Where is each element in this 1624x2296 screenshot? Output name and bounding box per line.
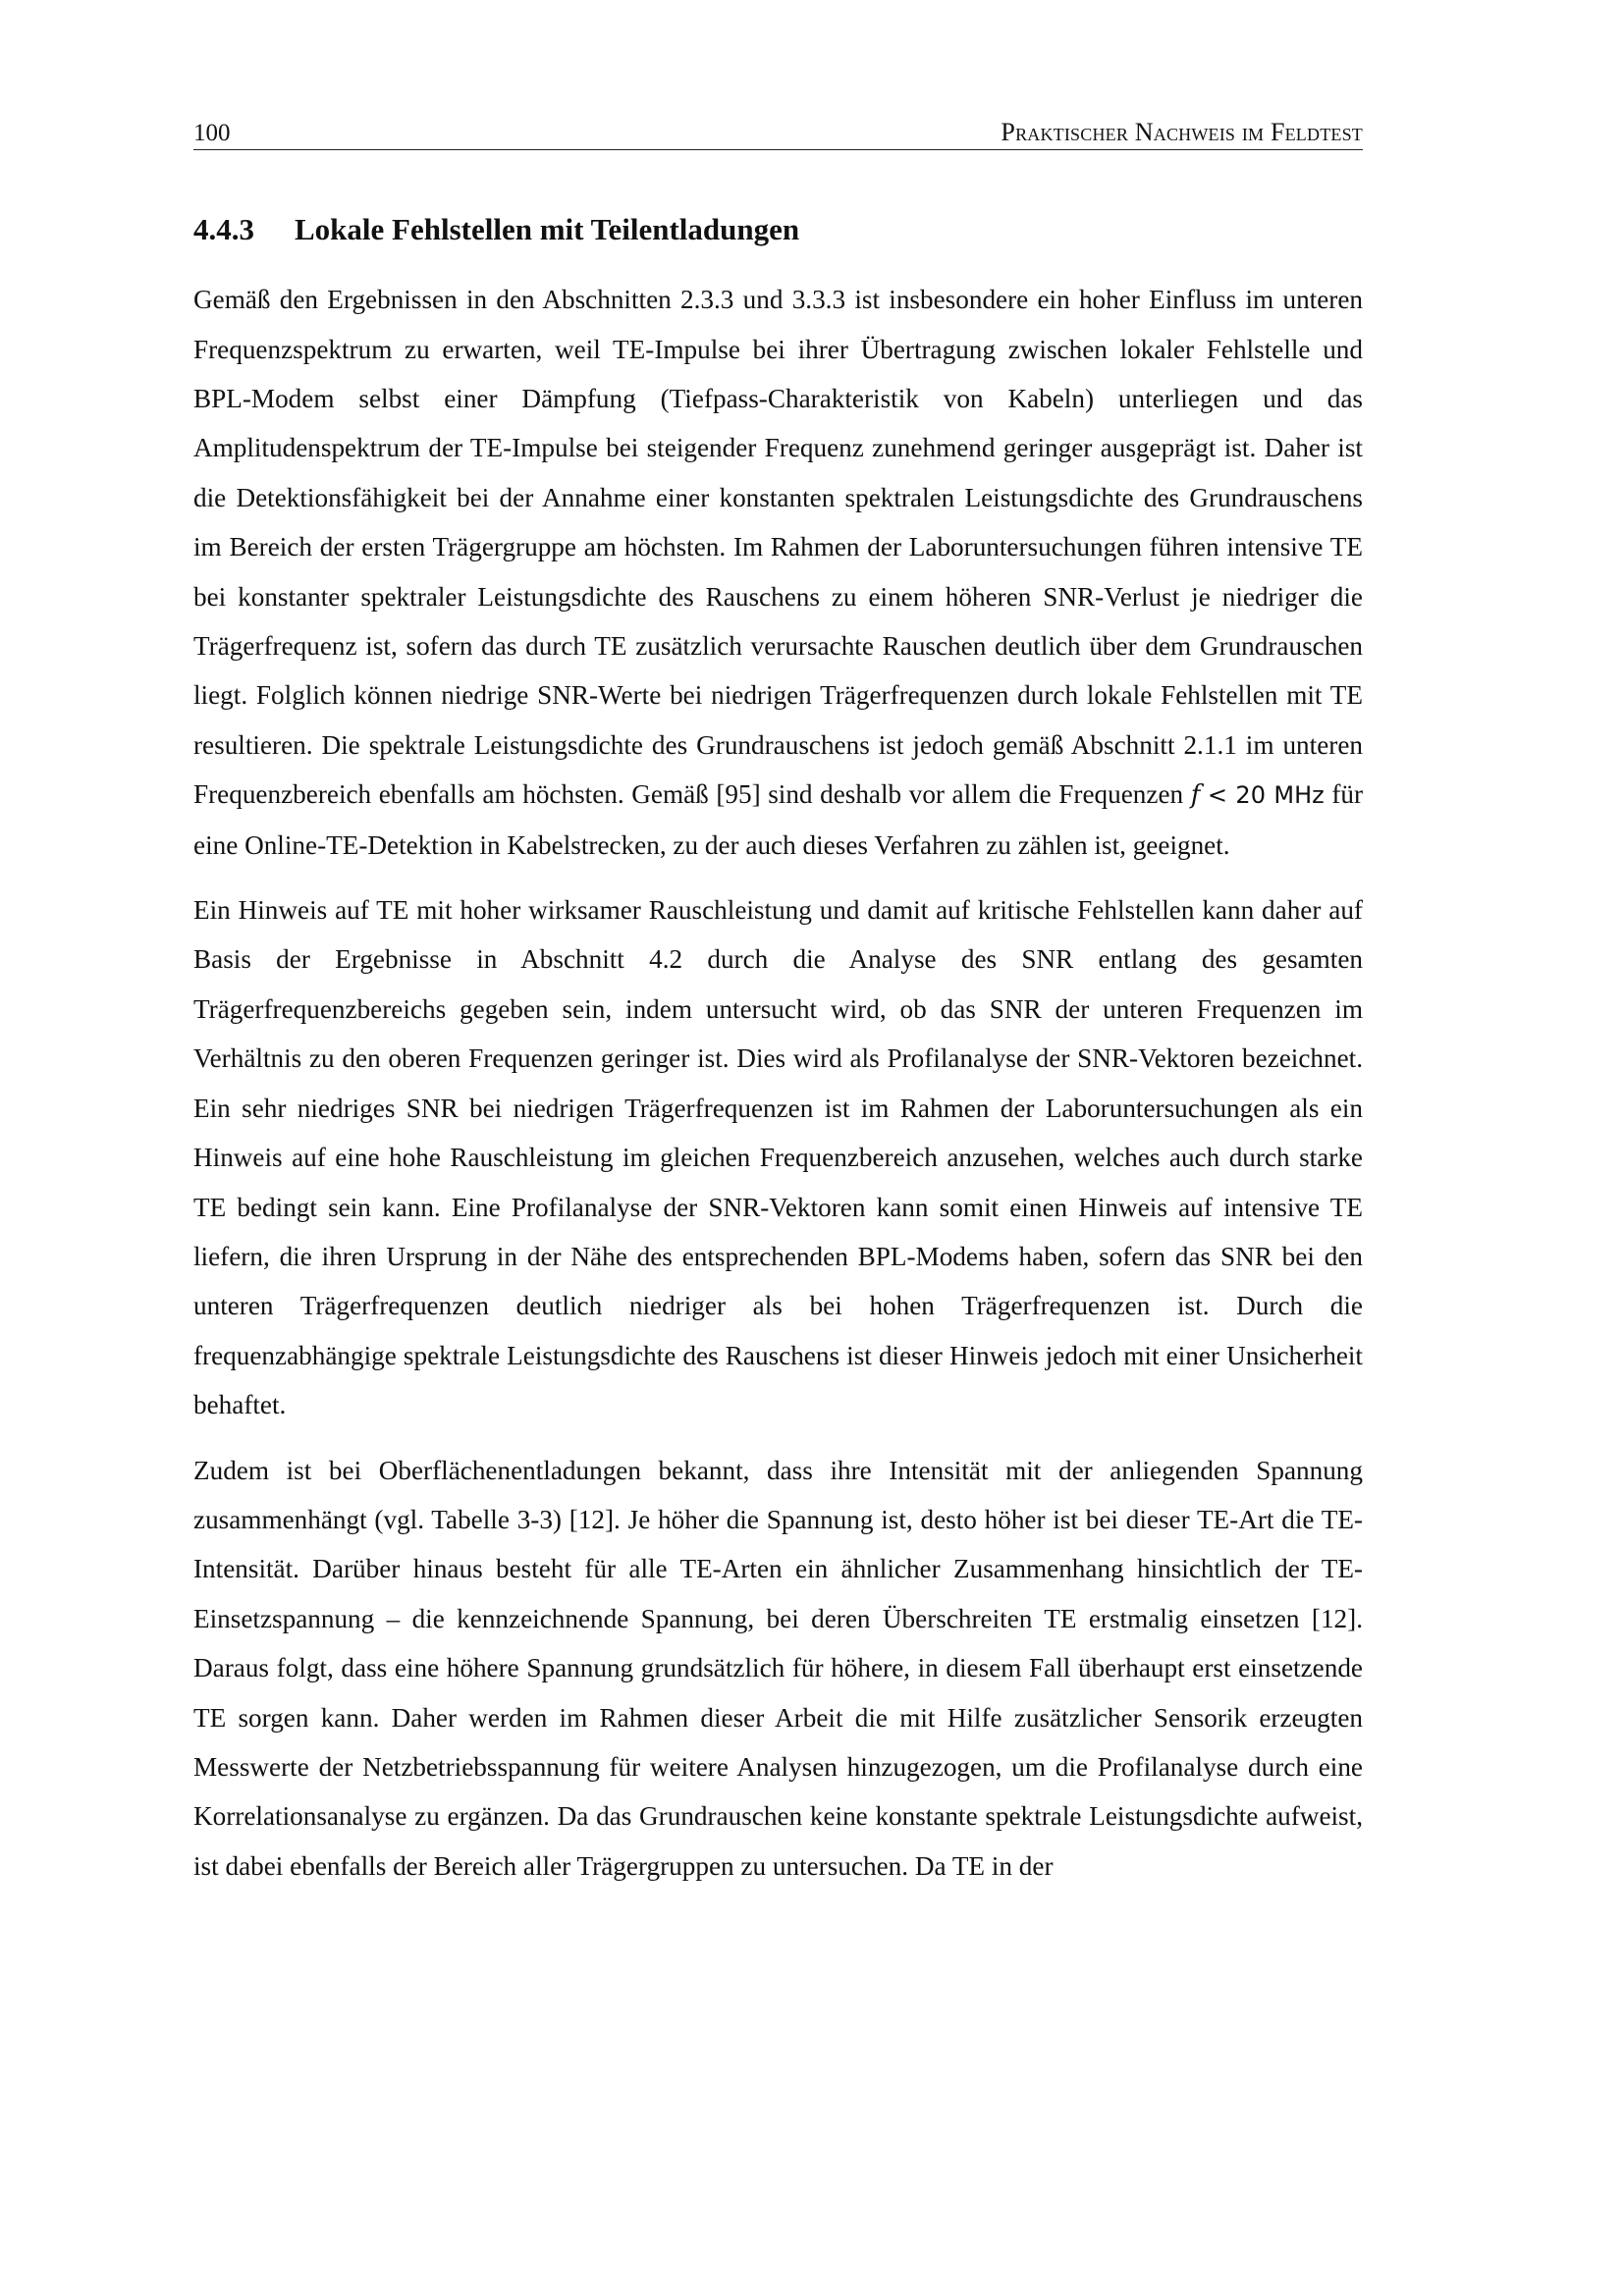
paragraph-1-text: Gemäß den Ergebnissen in den Abschnitten 2.3.3 und 3.3.3 ist insbesondere ein hoher Einfluss im unteren Frequenzspektrum zu erwarten, weil TE-Impulse bei ihrer Übertragung zwischen lokaler Fehlstelle und BPL-Modem selbst einer Dämpfung (Tiefpass-Charakteristik von Kabeln) unterliegen und das Amplitudenspektrum der TE-Impulse bei steigender Frequenz zunehmend geringer ausgeprägt ist. Daher ist die Detektionsfähigkeit bei der Annahme einer konstanten spektralen Leistungsdichte des Grundrauschens im Bereich der ersten Trägergruppe am höchsten. Im Rahmen der Laboruntersuchungen führen intensive TE bei konstanter spektraler Leistungsdichte des Rauschens zu einem höheren SNR-Verlust je niedriger die Trägerfrequenz ist, sofern das durch TE zusätzlich verursachte Rauschen deutlich über dem Grundrauschen liegt. Folglich können niedrige SNR-Werte bei niedrigen Trägerfrequenzen durch lokale Fehlstellen mit TE resultieren. Die spektrale Leistungsdichte des Grundrauschens ist jedoch gemäß Abschnitt 2.1.1 im unteren Frequenzbereich ebenfalls am höchsten. Gemäß [95] sind deshalb vor allem die Frequenzen <box>193 285 1363 810</box>
paragraph-1-text-end: für eine Online-TE-Detektion in Kabelstrecken, zu der auch dieses Verfahren zu zählen ist, geeignet. <box>193 779 1364 860</box>
paragraph-3: Zudem ist bei Oberflächenentladungen bekannt, dass ihre Intensität mit der anliegenden Spannung zusammenhängt (vgl. Tabelle 3-3) [12]. Je höher die Spannung ist, desto höher ist bei dieser TE-Art die TE-Intensität. Darüber hinaus besteht für alle TE-Arten ein ähnlicher Zusammenhang hinsichtlich der TE-Einsetzspannung – die kennzeichnende Spannung, bei deren Überschreiten TE erstmalig einsetzen [12]. Daraus folgt, dass eine höhere Spannung grundsätzlich für höhere, in diesem Fall überhaupt erst einsetzende TE sorgen kann. Daher werden im Rahmen dieser Arbeit die mit Hilfe zusätzlicher Sensorik erzeugten Messwerte der Netzbetriebsspannung für weitere Analysen hinzugezogen, um die Profilanalyse durch eine Korrelationsanalyse zu ergänzen. Da das Grundrauschen keine konstante spektrale Leistungsdichte aufweist, ist dabei ebenfalls der Bereich aller Trägergruppen zu untersuchen. Da TE in der <box>193 1455 1363 1881</box>
math-expression: < 20 MHz <box>1207 781 1325 810</box>
body-text <box>193 275 1363 1891</box>
paragraph-1 <box>193 275 1363 870</box>
paragraph-2: Ein Hinweis auf TE mit hoher wirksamer Rauschleistung und damit auf kritische Fehlstellen kann daher auf Basis der Ergebnisse in Abschnitt 4.2 durch die Analyse des SNR entlang des gesamten Trägerfrequenzbereichs gegeben sein, indem untersucht wird, ob das SNR der unteren Frequenzen im Verhältnis zu den oberen Frequenzen geringer ist. Dies wird als Profilanalyse der SNR-Vektoren bezeichnet. Ein sehr niedriges SNR bei niedrigen Trägerfrequenzen ist im Rahmen der Laboruntersuchungen als ein Hinweis auf eine hohe Rauschleistung im gleichen Frequenzbereich anzusehen, welches auch durch starke TE bedingt sein kann. Eine Profilanalyse der SNR-Vektoren kann somit einen Hinweis auf intensive TE liefern, die ihren Ursprung in der Nähe des entsprechenden BPL-Modems haben, sofern das SNR bei den unteren Trägerfrequenzen deutlich niedriger als bei hohen Trägerfrequenzen ist. Durch die frequenzabhängige spektrale Leistungsdichte des Rauschens ist dieser Hinweis jedoch mit einer Unsicherheit behaftet. <box>193 895 1363 1420</box>
document-page <box>193 108 1363 1906</box>
running-header <box>193 108 1363 150</box>
running-title: Praktischer Nachweis im Feldtest <box>1001 118 1363 146</box>
page-number: 100 <box>193 120 231 146</box>
math-variable: f <box>1190 780 1201 811</box>
section-title: Lokale Fehlstellen mit Teilentladungen <box>295 212 800 246</box>
section-heading <box>193 211 1363 247</box>
section-number: 4.4.3 <box>193 212 254 246</box>
